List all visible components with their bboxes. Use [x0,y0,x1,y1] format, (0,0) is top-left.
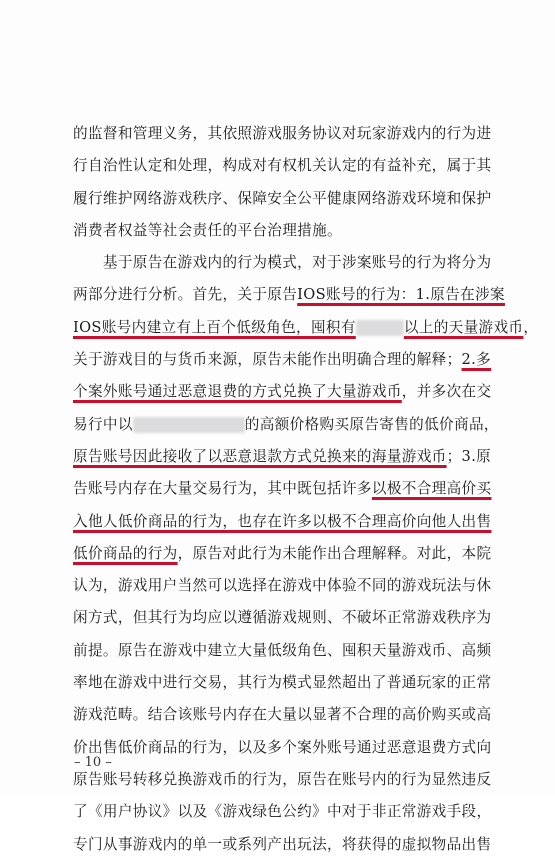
text-line [73,829,528,861]
text-segment: 率地在游戏中进行交易，其行为模式显然超出了普通玩家的正常 [73,674,492,692]
text-line [73,150,528,182]
text-segment: ，原告对此行为未能作出合理解释。对此，本院 [177,544,492,562]
text-segment: 的监督和管理义务，其依照游戏服务协议对玩家游戏内的行为进 [73,125,492,142]
text-segment: ，并多次在交 [401,383,492,401]
text-segment: 专门从事游戏内的单一或系列产出玩法，将获得的虚拟物品出售 [73,835,492,853]
text-segment: 闲方式，但其行为均应以遵循游戏规则、不破坏正常游戏秩序为 [73,609,492,627]
text-segment: 关于游戏目的与货币来源，原告未能作出明确合理的解释； [73,351,462,369]
text-segment: 履行维护网络游戏秩序、保障安全公平健康网络游戏环境和保护 [73,189,492,207]
text-line [73,602,528,634]
text-line [73,409,528,441]
judgment-text [73,118,539,861]
text-line [73,506,528,538]
text-line [73,732,528,764]
text-segment: 基于原告在游戏内的行为模式，对于涉案账号的行为将分为 [73,254,492,272]
underlined-text: 以上的天量游戏币 [403,318,524,336]
text-segment: 告账号内存在大量交易行为，其中既包括许多 [73,480,372,498]
text-line [73,344,528,376]
text-line [73,247,528,279]
text-line [73,279,528,311]
text-line [73,570,528,602]
text-line [73,796,528,828]
underlined-text: 2.多 [461,351,492,369]
underlined-text: 低价商品的行为 [73,544,178,562]
redaction-block [133,417,245,433]
redaction-block [356,320,404,336]
text-line [73,699,528,731]
page-number: – 10 – [74,755,112,770]
text-line [73,376,528,408]
text-line [73,183,528,215]
text-segment: ；3.原 [446,447,492,465]
text-segment: 原告账号转移兑换游戏币的行为，原告在账号内的行为显然违反 [73,770,492,788]
text-segment: 认为，游戏用户当然可以选择在游戏中体验不同的游戏玩法与休 [73,577,492,595]
text-segment: 消费者权益等社会责任的平台治理措施。 [73,221,342,239]
text-segment: 行自治性认定和处理，构成对有权机关认定的有益补充，属于其 [73,157,492,175]
text-segment: ， [523,318,539,336]
text-line [73,441,528,473]
text-line [73,764,528,796]
text-line [73,667,528,699]
text-line [73,215,528,247]
underlined-text: IOS账号内建立有上百个低级角色，囤积有 [73,318,356,336]
underlined-text: 原告账号因此接收了以恶意退款方式兑换来的海量游戏币 [73,447,447,465]
text-line [73,312,539,344]
underlined-text: 以极不合理高价买 [371,480,492,498]
underlined-text: 个案外账号通过恶意退费的方式兑换了大量游戏币 [73,383,402,401]
text-line [73,473,528,505]
underlined-text: 入他人低价商品的行为，也存在许多以极不合理高价向他人出售 [73,512,492,530]
text-line [73,538,528,570]
text-segment: 价出售低价商品的行为，以及多个案外账号通过恶意退费方式向 [73,738,492,756]
text-line [73,635,528,667]
text-segment: 游戏范畴。结合该账号内存在大量以显著不合理的高价购买或高 [73,706,492,724]
text-segment: 前提。原告在游戏中建立大量低级角色、囤积天量游戏币、高频 [73,641,492,659]
text-segment: 两部分进行分析。首先，关于原告 [73,286,298,304]
text-segment: 易行中以 [73,415,133,433]
text-segment: 了《用户协议》以及《游戏绿色公约》中对于非正常游戏手段， [73,803,492,821]
underlined-text: IOS账号的行为：1.原告在涉案 [297,286,505,304]
text-line [73,118,528,150]
text-segment: 的高额价格购买原告寄售的低价商品， [244,415,499,433]
